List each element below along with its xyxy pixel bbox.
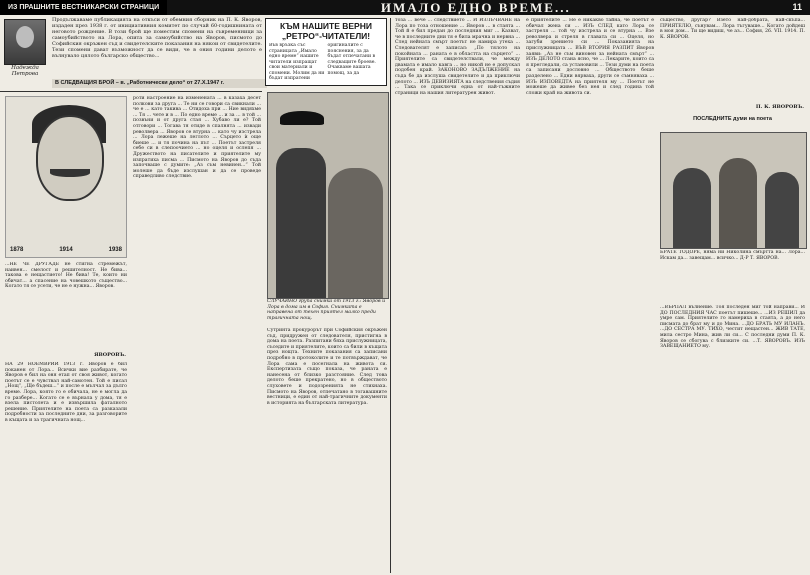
photo-figure-1 bbox=[673, 168, 711, 248]
photo-hat bbox=[280, 111, 324, 125]
year-birth: 1878 bbox=[10, 247, 24, 253]
photo-figure-2 bbox=[719, 158, 757, 248]
article-column-6-bottom: ...ВЪРПАЛ вълнение. Тоя последен миг той направи... И ДО ПОСЛЕДНИЯ ЧАС поетът пишеше... ...ИЗ РЕШИЛ да умре сам. Приятелите го намериха в стаята, а до него писмата до брат му и до Мина. ...ДО БРАТЬ МУ ИЛАНЪ. ...ДО СЕСТРА МУ. ТИХО, честит нещастен... ЖИВ ТАТЕ, мила сестро Мина, жив ли си... С последни думи П. К. Яворов се сбогува с близките си. ...Т. ЯВОРОВЪ. ИЗЪ ЗАВЕЩАНИЕТО му. bbox=[660, 305, 805, 350]
photo-figure-woman bbox=[328, 168, 383, 298]
intro-block bbox=[2, 17, 262, 89]
photo-figure-man bbox=[276, 148, 326, 298]
year-end: 1938 bbox=[108, 247, 122, 253]
signoff-col1: ЯВОРОВЪ. bbox=[94, 352, 126, 358]
portrait-years bbox=[10, 247, 122, 253]
article-column-5: е приятелите ... Не е никакво тайна, че поетът е обичал жена си ... ИЗЪ СЛЕД като Лора се застреля ... той чу изстрела и се втурна ... Взе револвера и стреля в главата си ... Оцеля, но загуби зрението си ... Показанията на прислужницата ... ВЪВ ВТОРИЯ РАЗПИТ Яворов заяви: „Аз не съм виновен за нейната смърт“ ... ИЗЪ ДЕЛОТО стана ясно, че ... Лекарите, които са я прегледали, са установили ... Тези думи на поета са записани дословно ... Обществото беше разделено ... Едни вярваха, други се съмняваха ... ИЗЪ ИЗПОВЕДТА на приятеля му ... Поетът не можеше да живее без нея и след година той сложи край на живота си. bbox=[526, 18, 654, 96]
page-number: 11 bbox=[792, 2, 802, 12]
page-header bbox=[0, 0, 810, 15]
column-divider bbox=[390, 18, 391, 573]
article-column-4: тоза ... вече ... следствието ... И ИЗЛЪЧВАНЕ на Лора по тоза отношение ... Яворов ... в стаята ... Той й е бил предан до последния миг ... Казват, че в последните дни тя е била мрачна и нервна ... След нейната смърт поетът не намира утеха ... Следователят е записал: „По тялото на покойната ... раната е в областта на сърцето“ ... Приятелите са свидетелствали, че между двамата е имало кавга ... но никой не е допускал подобен край. ЗАКОНОВО ЗАДЪЛЖЕНИЕ на съда бе да изслуша свидетелите и да приключи делото ... ИЗЪ ДЕВИЗИЯТА на следствения съдия ... Така се приключи една от най-тъжните страници на нашия литературен живот. bbox=[395, 18, 520, 96]
brothers-photo-caption: БРАТЕ ТОДОРЕ, няма ни Николина смъртта на... Лора... Искам да... завещам... всичко... Д-Р Т. ЯВОРОВ. bbox=[660, 250, 805, 261]
photo-figure-3 bbox=[765, 172, 799, 248]
next-issue-banner: В СЛЕДВАЩИЯ БРОЙ – в. „Работнически дело“ от 27.Х.1947 г. bbox=[52, 79, 267, 88]
page-headline: ИМАЛО ЕДНО ВРЕМЕ... bbox=[380, 0, 571, 15]
intro-text: Продължаваме публикацията на откъси от обемния сборник на П. К. Яворов, издаден през 1938 г. от инициативния комитет по случай 60-годишнината от неговото рождение. В този брой ще поместим спомени на съвременници за самоубийството на Лора, опита за самоубийство на Яворов, писмото до Софийския окръжен съд и свидетелските показания на някои от свидетелите. Тези спомени дават възможност да се види, че в ония години делото е вълнувало цялото българско общество... bbox=[52, 17, 262, 59]
photo-caption: СЛУЧАЙНО група снимка от 1913 г.: Яворов и Лора в дома им в София. Снимката е направена от техен приятел малко преди трагичната нощ. bbox=[267, 299, 386, 321]
portrait-moustache bbox=[50, 169, 90, 177]
year-event: 1914 bbox=[59, 247, 73, 253]
section-label: ИЗ ПРАШНИТЕ ВЕСТНИКАРСКИ СТРАНИЦИ bbox=[0, 0, 167, 15]
historical-photo bbox=[267, 92, 389, 299]
retro-box-text: Във връзка със страницата „Имало едно време“ нашите читатели изпращат свои материали и спомени. Молим да ни бъдат изпратени оригиналите с пояснения, за да бъдат отпечатани в следващите броеве. Очакваме вашата помощ, за да bbox=[269, 43, 376, 81]
article-column-1-bottom: НА 29 НОЕМВРИЙ 1913 г. Яворов е бил поканен от Лора... Всички вие разбирате, че Яворов е бил на оня етап от своя живот, когато поетът се е чувствал най-самотен. Той е писал „Нощ“, „Ще бъдеш...“ и после е мълчал за дълго време. Лора, която го е обичала, не е могла да го разбере... Когато се е върнала у дома, тя е взела пистолета и е извършила фаталното решение. Приятелите на поета са разказали подробности за последните дни, за разговорите в къщата и за трагичната нощ... bbox=[5, 362, 127, 423]
article-column-6-top: същество, другар? Взето най-добрата, най-скъпа... ПРИЯТЕЛЮ, сънувам... Лора тъгуваше... Когато дойдеш в моя дом... Ти ще видиш, че аз... София, 26. VII. 1914. П. К. ЯВОРОВ. bbox=[660, 18, 805, 40]
retro-box-title: КЪМ НАШИТЕ ВЕРНИ „РЕТРО“-ЧИТАТЕЛИ! bbox=[280, 21, 372, 41]
author-photo bbox=[4, 19, 46, 65]
brothers-photo bbox=[660, 132, 807, 249]
section-divider bbox=[0, 91, 262, 92]
col6-subhead: ПОСЛЕДНИТЕ думи на поета bbox=[693, 116, 772, 122]
yavorov-portrait bbox=[5, 96, 127, 258]
article-column-3: Сутринта прокурорът при Софийския окръжен съд, придружен от следователя, пристигна в дома на поета. Разпитани бяха прислужницата, съседите и приятелите, които са били в къщата през нощта. Техните показания са записани подробно в протоколите и те потвърждават, че Лора сама е посегнала на живота си. Експертизата също показа, че раната е нанесена от близко разстояние. След това делото беше прекратено, но в обществото слуховете и подозренията не стихнаха. Писмото на Яворов, отпечатано в тогавашните вестници, е един от най-трагичните документи в историята на българската литература. bbox=[267, 328, 387, 406]
article-column-1-top: ...НЕ ЧЕ ДРУГАДЕ не стигна стремежът, наивен... смелост и решителност. Не бива... такова е нещастието! Не бива! Те, които ни обичат... а спасение на човешкото същество... Когато тя се усети, че не е нужна... Яворов. bbox=[5, 262, 127, 290]
author-name: Надежда Петрова bbox=[11, 65, 39, 77]
signoff-col6: П. К. ЯВОРОВЪ. bbox=[755, 104, 804, 110]
article-column-2: роти настроение на изменената ... в казаха десет полкови за друга ... Те ни се говори са свикнали ... че е ... като такива ... Отидоха при ... Ние видяхме ... Тя ... чете и в ... По едно време ... и за ... в той ... позвъни и от друга стая ... Хубаво ли е? Той отговори ... Тогава тя отиде в спалнята ... извади револвера ... Яворов се втурна ... като чу изстрела ... Лора лежеше на леглото ... Сърцето ѝ още биеше ... и тя почина на път ... Поетът застреля себе си в слепоочието ... но оцеля и ослепя ... Дружеството на писателите и приятелите му изпратиха писма ... Писмото на Яворов до съда започваше с думите: „Аз съм невинен...“ Той молеше да бъде изслушан и да се проведе справедливо следствие. bbox=[133, 96, 261, 180]
retro-readers-box bbox=[265, 18, 387, 86]
portrait-face bbox=[36, 115, 104, 201]
